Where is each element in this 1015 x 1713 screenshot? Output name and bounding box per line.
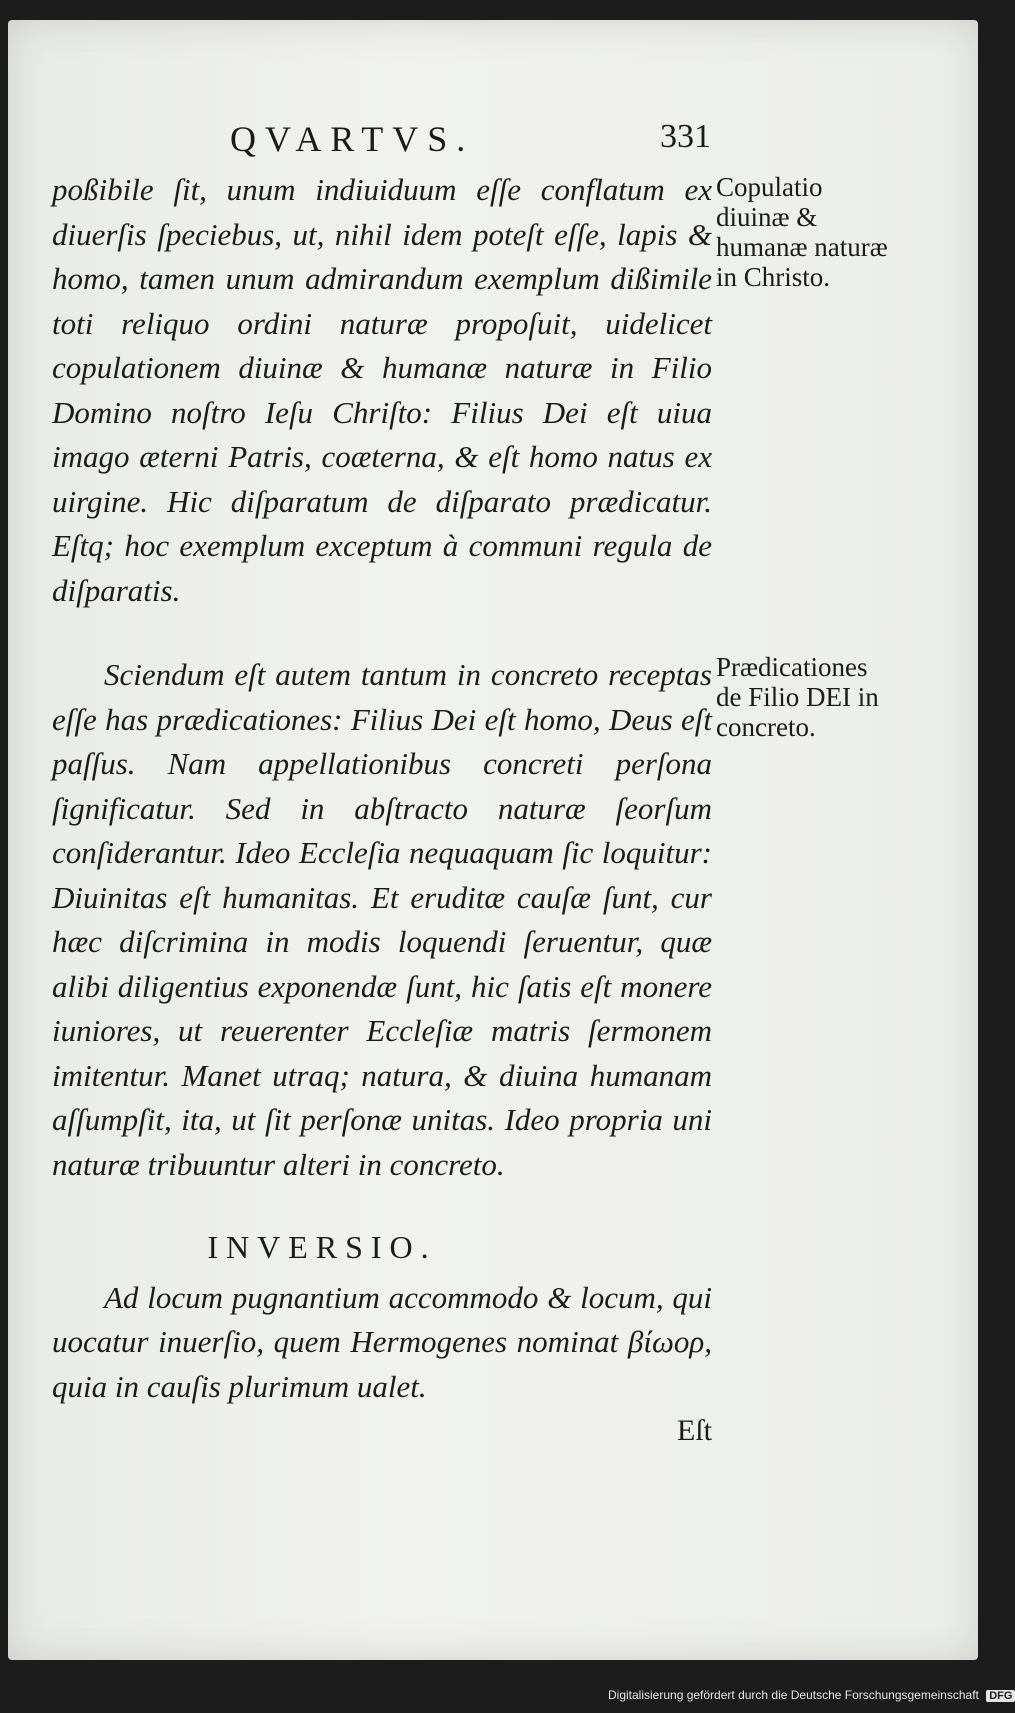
page-number: 331 <box>660 118 711 155</box>
digitization-credit <box>608 1688 1015 1702</box>
catchword: Eſt <box>677 1414 712 1447</box>
paragraph-1: poßibile ſit, unum indiuiduum eſſe conflatum ex diuerſis ſpeciebus, ut, nihil idem poteſt eſſe, lapis & homo, tamen unum admirandum exemplum dißimile toti reliquo ordini naturæ propoſuit, uidelicet copulationem diuinæ & humanæ naturæ in Filio Domino noſtro Ieſu Chriſto: Filius Dei eſt uiua imago æterni Patris, coæterna, & eſt homo natus ex uirgine. Hic diſparatum de diſparato prædicatur. Eſtq; hoc exemplum exceptum à communi regula de diſparatis. <box>52 172 712 608</box>
page-header <box>0 118 720 168</box>
main-text-column <box>52 168 712 1454</box>
running-head: QVARTVS. <box>230 119 475 159</box>
paragraph-2: Sciendum eſt autem tantum in concreto receptas eſſe has prædicationes: Filius Dei eſt homo, Deus eſt paſſus. Nam appellationibus concreti perſona ſignificatur. Sed in abſtracto naturæ ſeorſum conſiderantur. Ideo Eccleſia nequaquam ſic loquitur: Diuinitas eſt humanitas. Et eruditæ cauſæ ſunt, cur hæc diſcrimina in modis loquendi ſeruentur, quæ alibi diligentius exponendæ ſunt, hic ſatis eſt monere iuniores, ut reuerenter Eccleſiæ matris ſermonem imitentur. Manet utraq; natura, & diuina humanam aſſumpſit, ita, ut ſit perſonæ unitas. Ideo propria uni naturæ tribuuntur alteri in concreto. <box>52 657 712 1182</box>
section-heading: INVERSIO. <box>207 1229 437 1265</box>
dfg-logo-icon: DFG <box>986 1690 1015 1702</box>
credit-text: Digitalisierung gefördert durch die Deutsche Forschungsgemeinschaft <box>608 1688 979 1702</box>
paragraph-3: Ad locum pugnantium accommodo & locum, qui uocatur inuerſio, quem Hermogenes nominat βίωορ, quia in cauſis plurimum ualet. <box>52 1279 712 1404</box>
margin-note-praedicationes: Prædicationes de Filio DEI in concreto. <box>716 652 879 742</box>
margin-note-copulatio: Copulatio diuinæ & humanæ naturæ in Christo. <box>716 172 888 292</box>
